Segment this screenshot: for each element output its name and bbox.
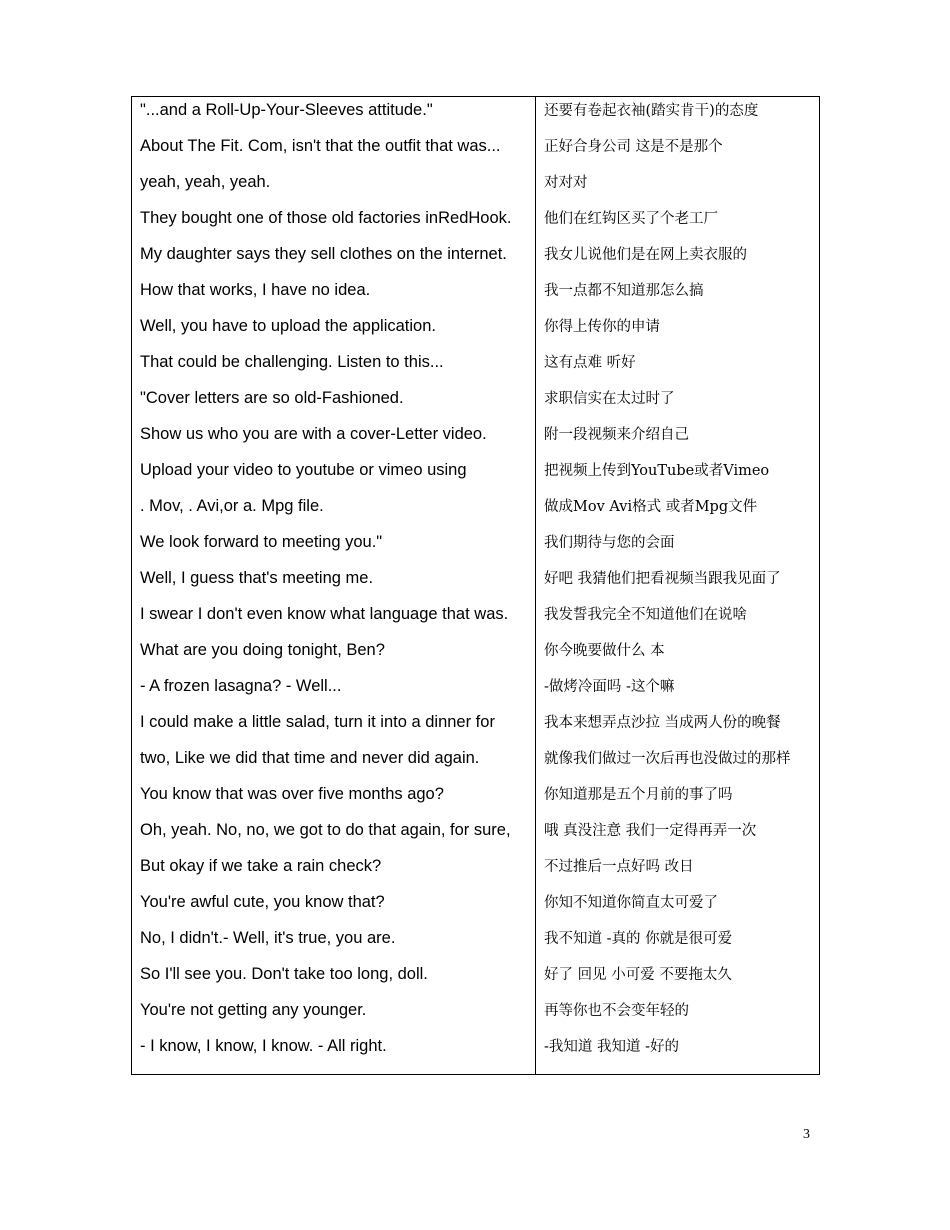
chinese-line: 不过推后一点好吗 改日	[544, 859, 694, 875]
subtitle-row	[132, 387, 819, 423]
subtitle-row	[132, 639, 819, 675]
english-line: "Cover letters are so old-Fashioned.	[140, 389, 404, 407]
subtitle-row	[132, 819, 819, 855]
english-line: yeah, yeah, yeah.	[140, 173, 271, 191]
chinese-line: -做烤冷面吗 -这个嘛	[544, 679, 675, 695]
chinese-line: 好吧 我猜他们把看视频当跟我见面了	[544, 571, 781, 587]
chinese-line: 再等你也不会变年轻的	[544, 1003, 689, 1019]
subtitle-row	[132, 243, 819, 279]
chinese-line: 正好合身公司 这是不是那个	[544, 139, 723, 155]
english-line: So I'll see you. Don't take too long, doll.	[140, 965, 428, 983]
subtitle-row	[132, 495, 819, 531]
chinese-line: 你知道那是五个月前的事了吗	[544, 787, 733, 803]
chinese-line: 把视频上传到YouTube或者Vimeo	[544, 463, 770, 479]
chinese-line: 求职信实在太过时了	[544, 391, 675, 407]
english-line: How that works, I have no idea.	[140, 281, 371, 299]
english-line: Well, I guess that's meeting me.	[140, 569, 374, 587]
chinese-line: 这有点难 听好	[544, 355, 636, 371]
chinese-line: 我女儿说他们是在网上卖衣服的	[544, 247, 747, 263]
chinese-line: 你知不知道你简直太可爱了	[544, 895, 718, 911]
subtitle-row	[132, 423, 819, 459]
english-line: - I know, I know, I know. - All right.	[140, 1037, 387, 1055]
chinese-line: 还要有卷起衣袖(踏实肯干)的态度	[544, 103, 759, 119]
english-line: - A frozen lasagna? - Well...	[140, 677, 342, 695]
english-line: You're awful cute, you know that?	[140, 893, 385, 911]
subtitle-rows	[132, 99, 819, 1071]
subtitle-row	[132, 279, 819, 315]
chinese-line: 我发誓我完全不知道他们在说啥	[544, 607, 747, 623]
subtitle-row	[132, 891, 819, 927]
english-line: What are you doing tonight, Ben?	[140, 641, 385, 659]
english-line: . Mov, . Avi,or a. Mpg file.	[140, 497, 324, 515]
subtitle-row	[132, 207, 819, 243]
subtitle-row	[132, 531, 819, 567]
english-line: I could make a little salad, turn it into a dinner for	[140, 713, 495, 731]
chinese-line: 他们在红钩区买了个老工厂	[544, 211, 718, 227]
subtitle-row	[132, 603, 819, 639]
chinese-line: 哦 真没注意 我们一定得再弄一次	[544, 823, 757, 839]
english-line: We look forward to meeting you."	[140, 533, 383, 551]
subtitle-row	[132, 351, 819, 387]
subtitle-row	[132, 1035, 819, 1071]
english-line: two, Like we did that time and never did again.	[140, 749, 480, 767]
english-line: Upload your video to youtube or vimeo using	[140, 461, 467, 479]
subtitle-row	[132, 747, 819, 783]
english-line: They bought one of those old factories inRedHook.	[140, 209, 512, 227]
chinese-line: 我不知道 -真的 你就是很可爱	[544, 931, 733, 947]
subtitle-row	[132, 855, 819, 891]
chinese-line: 我本来想弄点沙拉 当成两人份的晚餐	[544, 715, 781, 731]
chinese-line: -我知道 我知道 -好的	[544, 1039, 680, 1055]
subtitle-row	[132, 711, 819, 747]
subtitle-row	[132, 135, 819, 171]
subtitle-row	[132, 567, 819, 603]
chinese-line: 好了 回见 小可爱 不要拖太久	[544, 967, 732, 983]
subtitle-row	[132, 675, 819, 711]
subtitle-row	[132, 927, 819, 963]
english-line: "...and a Roll-Up-Your-Sleeves attitude."	[140, 101, 433, 119]
english-line: Show us who you are with a cover-Letter video.	[140, 425, 487, 443]
chinese-line: 你得上传你的申请	[544, 319, 660, 335]
subtitle-row	[132, 99, 819, 135]
english-line: Well, you have to upload the application.	[140, 317, 436, 335]
english-line: You're not getting any younger.	[140, 1001, 367, 1019]
subtitle-table	[131, 96, 820, 1075]
chinese-line: 你今晚要做什么 本	[544, 643, 665, 659]
subtitle-row	[132, 963, 819, 999]
english-line: About The Fit. Com, isn't that the outfit that was...	[140, 137, 501, 155]
english-line: You know that was over five months ago?	[140, 785, 444, 803]
subtitle-row	[132, 171, 819, 207]
english-line: No, I didn't.- Well, it's true, you are.	[140, 929, 396, 947]
subtitle-row	[132, 459, 819, 495]
english-line: Oh, yeah. No, no, we got to do that again, for sure,	[140, 821, 511, 839]
chinese-line: 我们期待与您的会面	[544, 535, 675, 551]
chinese-line: 做成Mov Avi格式 或者Mpg文件	[544, 499, 758, 515]
page-number: 3	[803, 1127, 810, 1142]
english-line: My daughter says they sell clothes on the internet.	[140, 245, 507, 263]
english-line: I swear I don't even know what language that was.	[140, 605, 509, 623]
subtitle-row	[132, 315, 819, 351]
subtitle-row	[132, 999, 819, 1035]
chinese-line: 附一段视频来介绍自己	[544, 427, 689, 443]
chinese-line: 就像我们做过一次后再也没做过的那样	[544, 751, 791, 767]
chinese-line: 我一点都不知道那怎么搞	[544, 283, 704, 299]
subtitle-row	[132, 783, 819, 819]
english-line: That could be challenging. Listen to this...	[140, 353, 444, 371]
chinese-line: 对对对	[544, 175, 588, 191]
english-line: But okay if we take a rain check?	[140, 857, 382, 875]
